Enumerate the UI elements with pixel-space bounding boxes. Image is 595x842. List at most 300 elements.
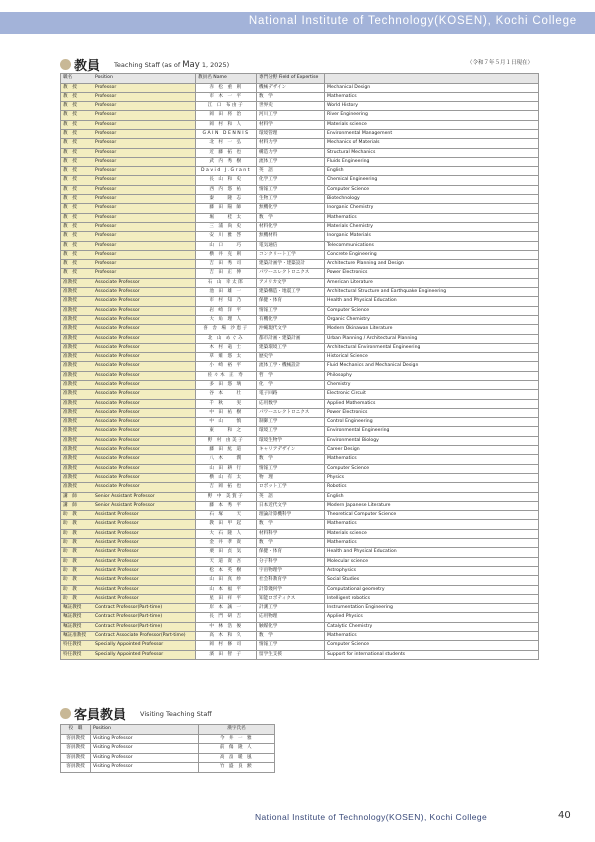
field-jp-cell: 沖縄現代文学 xyxy=(257,325,325,334)
field-en-cell: Power Electronics xyxy=(325,269,539,278)
rank-en: Professor xyxy=(95,112,117,118)
table-row xyxy=(61,362,539,371)
table-row xyxy=(61,148,539,157)
field-en-cell: Support for international students xyxy=(325,650,539,659)
rank-en: Contract Professor(Part-time) xyxy=(95,614,163,620)
bullet-circle-icon xyxy=(60,708,71,719)
table-row xyxy=(61,734,275,744)
field-en-cell: Environmental Engineering xyxy=(325,427,539,436)
visit-rank-jp-cell: 客員教授 xyxy=(61,753,91,763)
rank-jp: 教 授 xyxy=(63,196,77,202)
field-en-cell: Theoretical Computer Science xyxy=(325,511,539,520)
visiting-section-heading xyxy=(60,704,212,723)
table-row xyxy=(61,641,539,650)
table-row xyxy=(61,167,539,176)
rank-en: Associate Professor xyxy=(95,326,140,332)
name-cell: 金 井 孝 貴 xyxy=(196,539,257,548)
field-jp-cell: 分子科学 xyxy=(257,557,325,566)
name-cell: 松 本 英 樹 xyxy=(196,566,257,575)
rank-en: Senior Assistant Professor xyxy=(95,493,155,499)
visit-name-cell: 竹 盛 良 勲 xyxy=(199,763,275,773)
table-row xyxy=(61,763,275,773)
rank-jp: 准教授 xyxy=(63,354,77,360)
rank-en: Professor xyxy=(95,270,117,276)
field-jp-cell: 流体工学・機械設計 xyxy=(257,362,325,371)
rank-en: Assistant Professor xyxy=(95,558,139,564)
rank-en: Associate Professor xyxy=(95,382,140,387)
staff-section-heading xyxy=(60,55,229,74)
table-row xyxy=(61,473,539,482)
field-jp-cell: 数 学 xyxy=(257,632,325,641)
field-jp-cell: 知能ロボティクス xyxy=(257,594,325,603)
name-cell: 佐々木 正 寿 xyxy=(196,371,257,380)
field-en-cell: Mathematics xyxy=(325,92,539,101)
field-en-cell: Architecture Planning and Design xyxy=(325,260,539,269)
field-en-cell: Materials science xyxy=(325,529,539,538)
rank-jp: 助 教 xyxy=(63,567,77,573)
field-jp-cell: コンクリート工学 xyxy=(257,250,325,259)
field-en-cell: Philosophy xyxy=(325,371,539,380)
rank-cell xyxy=(61,148,196,157)
rank-jp: 教 授 xyxy=(63,177,77,183)
table-row xyxy=(61,399,539,408)
rank-jp: 准教授 xyxy=(63,344,77,350)
field-en-cell: River Engineering xyxy=(325,111,539,120)
rank-jp: 准教授 xyxy=(63,363,77,369)
rank-en: Professor xyxy=(95,186,117,192)
name-cell: 草 薙 悠 太 xyxy=(196,353,257,362)
rank-cell xyxy=(61,455,196,464)
name-cell: 安 川 雅 啓 xyxy=(196,232,257,241)
rank-en: Associate Professor xyxy=(95,465,140,471)
rank-cell xyxy=(61,566,196,575)
field-jp-cell: 建築計画学・建築設計 xyxy=(257,260,325,269)
name-cell: 長 門 研 吉 xyxy=(196,613,257,622)
rank-cell xyxy=(61,83,196,92)
rank-en: Professor xyxy=(95,205,117,211)
name-cell: 山 田 真 紗 xyxy=(196,576,257,585)
page-number: 40 xyxy=(558,810,571,821)
header-title: National Institute of Technology(KOSEN), Kochi College xyxy=(248,15,577,27)
name-cell: 岡 田 将 治 xyxy=(196,111,257,120)
field-jp-cell: 情報工学 xyxy=(257,464,325,473)
field-en-cell: Molecular science xyxy=(325,557,539,566)
field-en-cell: Health and Physical Education xyxy=(325,548,539,557)
field-en-cell: Applied Mathematics xyxy=(325,399,539,408)
field-jp-cell: 英 語 xyxy=(257,167,325,176)
rank-cell xyxy=(61,473,196,482)
field-jp-cell: 物 理 xyxy=(257,473,325,482)
rank-cell xyxy=(61,232,196,241)
name-cell: 横 井 克 則 xyxy=(196,250,257,259)
table-row xyxy=(61,195,539,204)
col-header-field-en xyxy=(325,74,539,84)
table-row xyxy=(61,185,539,194)
field-jp-cell: 応用数学 xyxy=(257,399,325,408)
table-row xyxy=(61,260,539,269)
table-row xyxy=(61,213,539,222)
rank-en: Professor xyxy=(95,196,117,202)
field-en-cell: English xyxy=(325,167,539,176)
visit-col-header-position-jp: 役 職 xyxy=(61,725,91,735)
staff-section-subtitle xyxy=(114,60,229,70)
name-cell: 大 角 理 人 xyxy=(196,315,257,324)
table-row xyxy=(61,511,539,520)
field-en-cell: Instrumentation Engineering xyxy=(325,604,539,613)
rank-en: Assistant Professor xyxy=(95,549,139,555)
field-en-cell: Computational geometry xyxy=(325,585,539,594)
col-header-position-en: Position xyxy=(95,75,113,81)
rank-jp: 教 授 xyxy=(63,130,77,136)
table-row xyxy=(61,250,539,259)
name-cell: 武 内 秀 樹 xyxy=(196,157,257,166)
field-en-cell: Computer Science xyxy=(325,306,539,315)
rank-en: Professor xyxy=(95,140,117,146)
rank-en: Specially Appointed Professor xyxy=(95,651,164,657)
col-header-name xyxy=(196,74,257,84)
field-en-cell: Architectural Structure and Earthquake Engineering xyxy=(325,288,539,297)
name-cell: 北 村 一 弘 xyxy=(196,139,257,148)
field-en-cell: Chemical Engineering xyxy=(325,176,539,185)
rank-cell xyxy=(61,120,196,129)
rank-en: Contract Associate Professor(Part-time) xyxy=(95,633,186,639)
table-row xyxy=(61,594,539,603)
col-header-field-jp xyxy=(257,74,325,84)
rank-cell xyxy=(61,250,196,259)
rank-en: Associate Professor xyxy=(95,372,140,378)
rank-en: Associate Professor xyxy=(95,307,140,313)
field-jp-cell: 情報工学 xyxy=(257,306,325,315)
table-row xyxy=(61,566,539,575)
visit-rank-en-cell: Visiting Professor xyxy=(91,763,199,773)
rank-en: Associate Professor xyxy=(95,428,140,434)
rank-jp: 教 授 xyxy=(63,214,77,220)
rank-cell xyxy=(61,185,196,194)
field-jp-cell: 機械デザイン xyxy=(257,83,325,92)
field-en-cell: Historical Science xyxy=(325,353,539,362)
rank-cell xyxy=(61,204,196,213)
rank-en: Professor xyxy=(95,223,117,229)
name-cell: 西 内 悠 祐 xyxy=(196,185,257,194)
field-en-cell: Architectural Environmental Engineering xyxy=(325,343,539,352)
field-jp-cell: 環境工学 xyxy=(257,427,325,436)
rank-jp: 教 授 xyxy=(63,84,77,90)
field-en-cell: Mathematics xyxy=(325,213,539,222)
rank-jp: 講 師 xyxy=(63,493,77,499)
rank-cell xyxy=(61,222,196,231)
field-en-cell: Astrophysics xyxy=(325,566,539,575)
rank-en: Professor xyxy=(95,233,117,239)
field-jp-cell: 河川工学 xyxy=(257,111,325,120)
field-jp-cell: 社会科教育学 xyxy=(257,576,325,585)
table-row xyxy=(61,548,539,557)
name-cell: 藤 本 秀 平 xyxy=(196,501,257,510)
name-cell: 谷 本 壮 xyxy=(196,390,257,399)
name-cell: 吉 田 正 伸 xyxy=(196,269,257,278)
rank-jp: 助 教 xyxy=(63,540,77,546)
rank-jp: 教 授 xyxy=(63,186,77,192)
rank-cell xyxy=(61,632,196,641)
rank-jp: 准教授 xyxy=(63,335,77,341)
rank-en: Assistant Professor xyxy=(95,521,139,527)
rank-en: Associate Professor xyxy=(95,316,140,322)
field-en-cell: Applied Physics xyxy=(325,613,539,622)
rank-en: Associate Professor xyxy=(95,289,140,295)
table-row xyxy=(61,111,539,120)
name-cell: 小 崎 裕 平 xyxy=(196,362,257,371)
table-row xyxy=(61,92,539,101)
rank-cell xyxy=(61,288,196,297)
table-row xyxy=(61,501,539,510)
field-jp-cell: 触媒化学 xyxy=(257,622,325,631)
name-cell: 中 林 浩 俊 xyxy=(196,622,257,631)
field-jp-cell: 数 学 xyxy=(257,520,325,529)
table-row xyxy=(61,343,539,352)
rank-jp: 嘱託教授 xyxy=(63,623,82,629)
rank-cell xyxy=(61,92,196,101)
rank-en: Associate Professor xyxy=(95,354,140,360)
rank-cell xyxy=(61,176,196,185)
rank-cell xyxy=(61,446,196,455)
field-en-cell: Power Electronics xyxy=(325,408,539,417)
col-header-position-jp: 職名 xyxy=(63,75,73,81)
rank-jp: 助 教 xyxy=(63,586,77,592)
rank-en: Associate Professor xyxy=(95,298,140,304)
name-cell: 石 山 幸太郎 xyxy=(196,278,257,287)
rank-cell xyxy=(61,371,196,380)
field-jp-cell: 材料化学 xyxy=(257,222,325,231)
rank-en: Associate Professor xyxy=(95,484,140,490)
rank-en: Associate Professor xyxy=(95,279,140,285)
rank-jp: 嘱託准教授 xyxy=(63,633,86,639)
staff-table xyxy=(60,73,539,660)
rank-jp: 講 師 xyxy=(63,502,77,508)
rank-cell xyxy=(61,306,196,315)
table-row xyxy=(61,390,539,399)
rank-jp: 教 授 xyxy=(63,149,77,155)
rank-jp: 教 授 xyxy=(63,233,77,239)
name-cell: 木 村 竜 士 xyxy=(196,343,257,352)
rank-en: Professor xyxy=(95,149,117,155)
field-en-cell: Career Design xyxy=(325,446,539,455)
visiting-section-title: 客員教員 xyxy=(74,708,127,723)
field-jp-cell: 無機化学 xyxy=(257,204,325,213)
field-en-cell: Environmental Management xyxy=(325,129,539,138)
rank-cell xyxy=(61,436,196,445)
rank-jp: 准教授 xyxy=(63,382,77,387)
field-en-cell: Mathematics xyxy=(325,632,539,641)
rank-en: Professor xyxy=(95,251,117,257)
table-row xyxy=(61,418,539,427)
rank-jp: 准教授 xyxy=(63,419,77,425)
rank-cell xyxy=(61,408,196,417)
rank-cell xyxy=(61,269,196,278)
staff-table-header-row xyxy=(61,74,539,84)
rank-cell xyxy=(61,613,196,622)
table-row xyxy=(61,139,539,148)
table-row xyxy=(61,334,539,343)
field-jp-cell: 日本近代文学 xyxy=(257,501,325,510)
table-row xyxy=(61,604,539,613)
name-cell: 岩 崎 洋 平 xyxy=(196,306,257,315)
rank-cell xyxy=(61,334,196,343)
rank-jp: 准教授 xyxy=(63,391,77,397)
rank-en: Assistant Professor xyxy=(95,512,139,518)
rank-cell xyxy=(61,111,196,120)
rank-cell xyxy=(61,315,196,324)
rank-en: Senior Assistant Professor xyxy=(95,502,155,508)
col-header-position xyxy=(61,74,196,84)
rank-en: Assistant Professor xyxy=(95,595,139,601)
name-cell: 濱 田 智 子 xyxy=(196,650,257,659)
rank-cell xyxy=(61,641,196,650)
field-en-cell: Fluids Engineering xyxy=(325,157,539,166)
visiting-table-body xyxy=(61,734,275,772)
rank-en: Contract Professor(Part-time) xyxy=(95,605,163,611)
rank-cell xyxy=(61,102,196,111)
rank-cell xyxy=(61,483,196,492)
rank-en: Professor xyxy=(95,103,117,109)
visit-rank-en-cell: Visiting Professor xyxy=(91,734,199,744)
rank-en: Associate Professor xyxy=(95,400,140,406)
name-cell: 池 田 雄 一 xyxy=(196,288,257,297)
table-row xyxy=(61,288,539,297)
rank-jp: 教 授 xyxy=(63,103,77,109)
visit-rank-en-cell: Visiting Professor xyxy=(91,744,199,754)
rank-cell xyxy=(61,529,196,538)
field-en-cell: World History xyxy=(325,102,539,111)
field-jp-cell: ロボット工学 xyxy=(257,483,325,492)
rank-en: Professor xyxy=(95,93,117,99)
bullet-circle-icon xyxy=(60,59,71,70)
rank-cell xyxy=(61,594,196,603)
field-en-cell: Inorganic Chemistry xyxy=(325,204,539,213)
field-en-cell: Organic Chemistry xyxy=(325,315,539,324)
rank-en: Associate Professor xyxy=(95,335,140,341)
field-en-cell: Mathematics xyxy=(325,520,539,529)
name-cell: 中 田 祐 樹 xyxy=(196,408,257,417)
field-jp-cell: 環境生物学 xyxy=(257,436,325,445)
field-jp-cell: 計測工学 xyxy=(257,604,325,613)
field-en-cell: Materials science xyxy=(325,120,539,129)
field-en-cell: Modern Okinawan Literature xyxy=(325,325,539,334)
field-en-cell: Control Engineering xyxy=(325,418,539,427)
rank-jp: 准教授 xyxy=(63,279,77,285)
rank-en: Associate Professor xyxy=(95,344,140,350)
rank-en: Specially Appointed Professor xyxy=(95,642,164,648)
table-row xyxy=(61,306,539,315)
table-row xyxy=(61,613,539,622)
name-cell: 大 石 隆 人 xyxy=(196,529,257,538)
field-jp-cell: 無機材料 xyxy=(257,232,325,241)
field-jp-cell: 都市計画・建築計画 xyxy=(257,334,325,343)
table-row xyxy=(61,539,539,548)
field-jp-cell: 留学生支援 xyxy=(257,650,325,659)
field-en-cell: Computer Science xyxy=(325,185,539,194)
visit-name-cell: 前 傷 隆 人 xyxy=(199,744,275,754)
name-cell: 三 浦 尚 史 xyxy=(196,222,257,231)
rank-cell xyxy=(61,539,196,548)
table-row xyxy=(61,241,539,250)
table-row xyxy=(61,297,539,306)
field-en-cell: Biotechnology xyxy=(325,195,539,204)
table-row xyxy=(61,529,539,538)
field-jp-cell: 情報工学 xyxy=(257,185,325,194)
field-en-cell: Chemistry xyxy=(325,381,539,390)
rank-jp: 准教授 xyxy=(63,456,77,462)
field-en-cell: Intelligent robotics xyxy=(325,594,539,603)
table-row xyxy=(61,232,539,241)
rank-en: Assistant Professor xyxy=(95,586,139,592)
rank-cell xyxy=(61,343,196,352)
name-cell: David J.Grant xyxy=(196,167,257,176)
field-en-cell: Inorganic Materials xyxy=(325,232,539,241)
rank-en: Associate Professor xyxy=(95,363,140,369)
rank-cell xyxy=(61,501,196,510)
rank-en: Assistant Professor xyxy=(95,567,139,573)
rank-jp: 准教授 xyxy=(63,400,77,406)
table-row xyxy=(61,455,539,464)
rank-jp: 助 教 xyxy=(63,549,77,555)
rank-jp: 助 教 xyxy=(63,558,77,564)
field-en-cell: Catalytic Chemistry xyxy=(325,622,539,631)
name-cell: 岸 本 誠 一 xyxy=(196,604,257,613)
table-row xyxy=(61,492,539,501)
name-cell: 天 道 貴 吾 xyxy=(196,557,257,566)
rank-jp: 准教授 xyxy=(63,316,77,322)
name-cell: 喜 舎 場 沙恵子 xyxy=(196,325,257,334)
table-row xyxy=(61,278,539,287)
field-jp-cell: パワーエレクトロニクス xyxy=(257,269,325,278)
field-en-cell: Robotics xyxy=(325,483,539,492)
field-jp-cell: 応用物理 xyxy=(257,613,325,622)
rank-jp: 教 授 xyxy=(63,158,77,164)
rank-en: Associate Professor xyxy=(95,409,140,415)
rank-en: Professor xyxy=(95,130,117,136)
field-jp-cell: 計算幾何学 xyxy=(257,585,325,594)
name-cell: 吉 岡 拓 也 xyxy=(196,483,257,492)
rank-jp: 教 授 xyxy=(63,112,77,118)
rank-cell xyxy=(61,557,196,566)
rank-cell xyxy=(61,390,196,399)
table-row xyxy=(61,557,539,566)
table-row xyxy=(61,204,539,213)
field-en-cell: Telecommunications xyxy=(325,241,539,250)
name-cell: 北 山 めぐみ xyxy=(196,334,257,343)
table-row xyxy=(61,176,539,185)
table-row xyxy=(61,632,539,641)
rank-en: Professor xyxy=(95,168,117,174)
rank-jp: 准教授 xyxy=(63,326,77,332)
subtitle-suffix: 1, 2025) xyxy=(199,60,230,69)
field-jp-cell: 英 語 xyxy=(257,492,325,501)
rank-jp: 准教授 xyxy=(63,447,77,453)
rank-jp: 教 授 xyxy=(63,205,77,211)
field-jp-cell: 宇宙物理学 xyxy=(257,566,325,575)
rank-jp: 教 授 xyxy=(63,261,77,267)
field-en-cell: American Literature xyxy=(325,278,539,287)
field-en-cell: Computer Science xyxy=(325,641,539,650)
name-cell: 吉 田 秀 司 xyxy=(196,260,257,269)
field-en-cell: English xyxy=(325,492,539,501)
name-cell: 藤 田 紘 道 xyxy=(196,446,257,455)
field-jp-cell: 流体工学 xyxy=(257,157,325,166)
rank-en: Professor xyxy=(95,214,117,220)
rank-jp: 教 授 xyxy=(63,242,77,248)
rank-jp: 准教授 xyxy=(63,437,77,443)
rank-cell xyxy=(61,129,196,138)
table-row xyxy=(61,381,539,390)
